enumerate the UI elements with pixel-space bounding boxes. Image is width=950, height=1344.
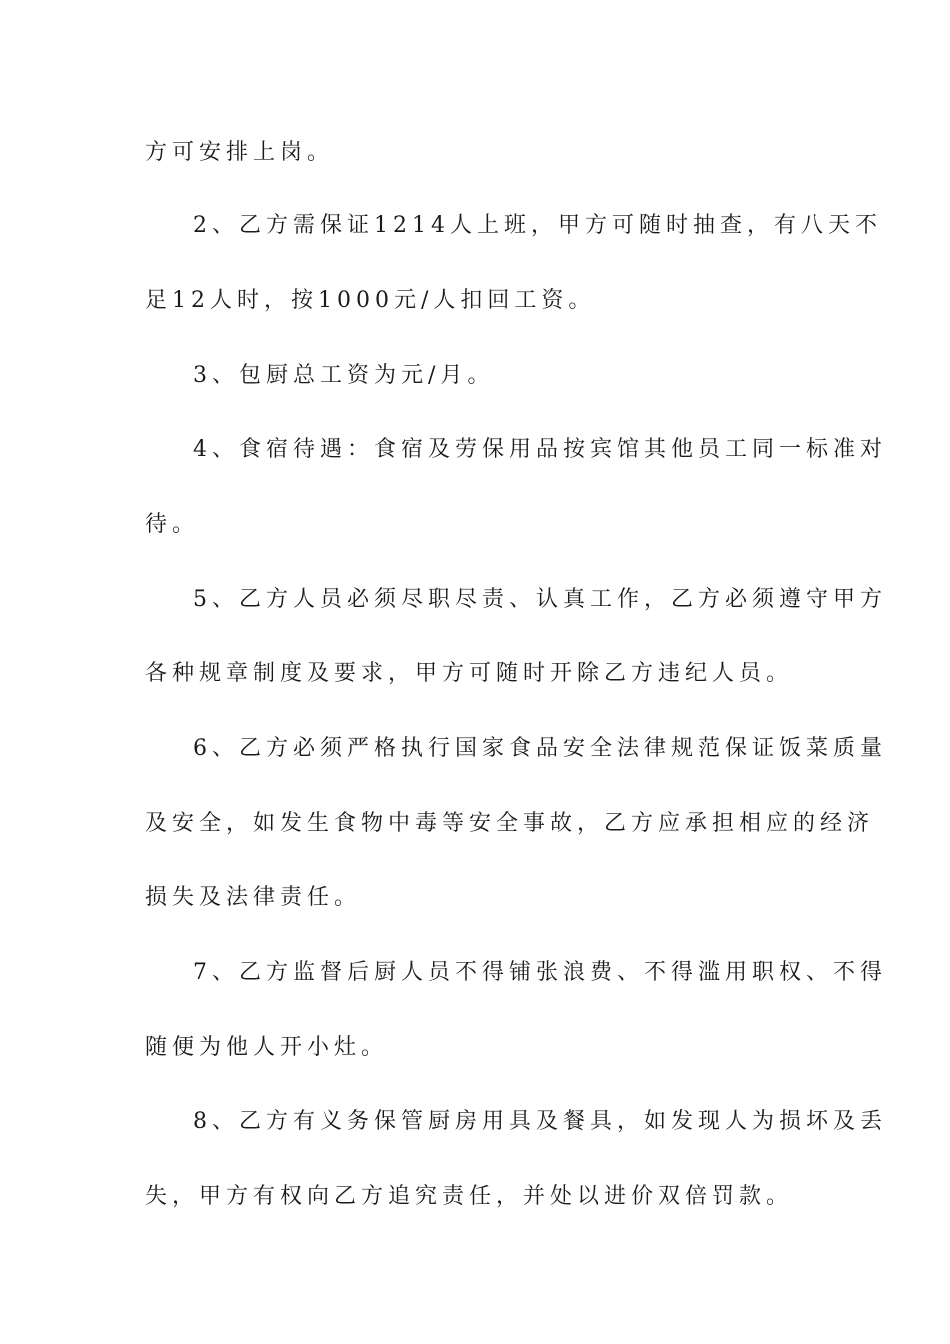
clause-5-line-1: 5、乙方人员必须尽职尽责、认真工作，乙方必须遵守甲方	[193, 587, 887, 612]
clause-6-line-3: 损失及法律责任。	[145, 885, 362, 910]
clause-3-line-1: 3、包厨总工资为元/月。	[193, 363, 495, 388]
clause-7-line-2: 随便为他人开小灶。	[145, 1035, 389, 1060]
clause-6-line-2: 及安全，如发生食物中毒等安全事故，乙方应承担相应的经济	[145, 811, 875, 836]
clause-4-line-2: 待。	[145, 512, 200, 537]
clause-4-line-1: 4、食宿待遇：食宿及劳保用品按宾馆其他员工同一标准对	[193, 437, 887, 462]
clause-7-line-1: 7、乙方监督后厨人员不得铺张浪费、不得滥用职权、不得	[193, 960, 887, 985]
clause-5-line-2: 各种规章制度及要求，甲方可随时开除乙方违纪人员。	[145, 661, 794, 686]
clause-8-line-1: 8、乙方有义务保管厨房用具及餐具，如发现人为损坏及丢	[193, 1109, 887, 1134]
clause-6-line-1: 6、乙方必须严格执行国家食品安全法律规范保证饭菜质量	[193, 736, 887, 761]
clause-8-line-2: 失，甲方有权向乙方追究责任，并处以进价双倍罚款。	[145, 1184, 794, 1209]
clause-2-line-2: 足12人时，按1000元/人扣回工资。	[145, 288, 596, 313]
clause-2-line-1: 2、乙方需保证1214人上班，甲方可随时抽查，有八天不	[193, 213, 882, 238]
text-line: 方可安排上岗。	[145, 140, 335, 165]
